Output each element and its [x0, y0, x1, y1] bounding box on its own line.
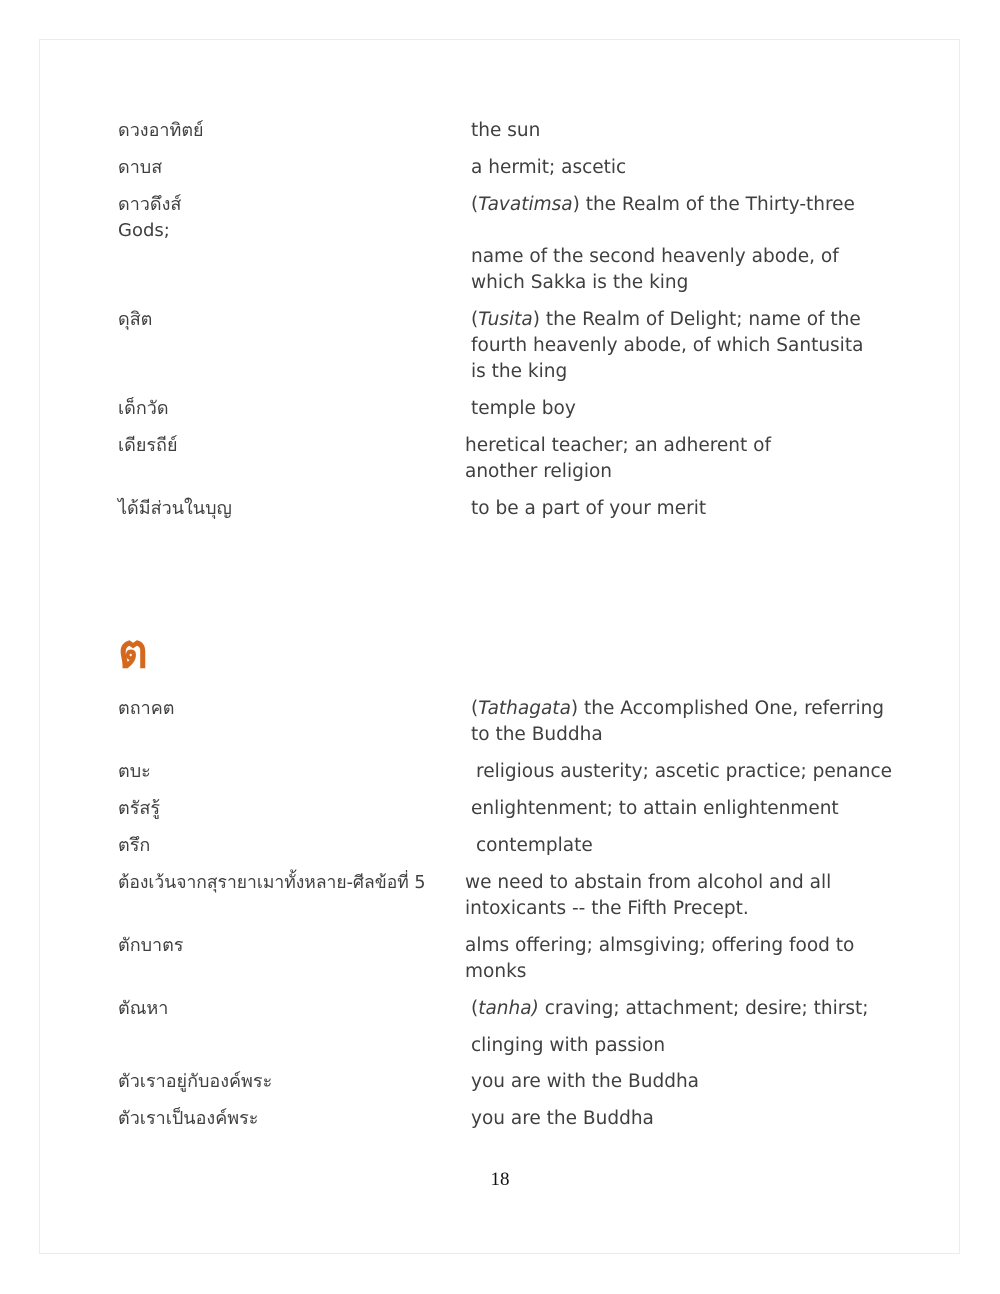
thai-term: เดียรถีย์	[118, 435, 178, 456]
english-definition: a hermit; ascetic	[471, 157, 627, 178]
pali-term: Tavatimsa	[478, 194, 573, 215]
english-definition: (Tavatimsa) the Realm of the Thirty-three	[471, 194, 855, 215]
thai-term: ดวงอาทิตย์	[118, 120, 204, 141]
english-definition: you are with the Buddha	[471, 1071, 700, 1092]
english-definition: enlightenment; to attain enlightenment	[471, 798, 839, 819]
thai-term: ตัวเราอยู่กับองค์พระ	[118, 1071, 273, 1092]
thai-term: ดาวดึงส์	[118, 194, 182, 215]
thai-term: ตถาคต	[118, 698, 175, 719]
thai-term: ตรัสรู้	[118, 798, 161, 819]
english-definition: temple boy	[471, 398, 576, 419]
pali-term: Tusita	[478, 309, 533, 330]
section-heading-letter: ต	[118, 624, 148, 678]
thai-term: ตัวเราเป็นองค์พระ	[118, 1108, 259, 1129]
english-definition: you are the Buddha	[471, 1108, 654, 1129]
thai-term-continued: Gods;	[118, 220, 170, 241]
thai-term: ตัณหา	[118, 998, 169, 1019]
english-definition: religious austerity; ascetic practice; penance	[476, 761, 893, 782]
thai-term: ต้องเว้นจากสุรายาเมาทั้งหลาย-ศีลข้อที่ 5	[118, 873, 426, 893]
english-definition: (tanha) craving; attachment; desire; thirst;	[471, 998, 869, 1019]
thai-term: เด็กวัด	[118, 398, 169, 419]
english-definition: contemplate	[476, 835, 593, 856]
english-definition: we need to abstain from alcohol and all intoxicants -- the Fifth Precept.	[465, 872, 832, 919]
english-definition: (Tusita) the Realm of Delight; name of the fourth heavenly abode, of which Santusita is the king	[471, 309, 864, 382]
page-number: 18	[490, 1169, 510, 1190]
english-definition: the sun	[471, 120, 541, 141]
english-definition-continued: clinging with passion	[471, 1035, 666, 1056]
thai-term: ดาบส	[118, 157, 163, 178]
english-definition: (Tathagata) the Accomplished One, referring to the Buddha	[471, 698, 885, 745]
pali-term: tanha)	[478, 998, 539, 1019]
pali-term: Tathagata	[478, 698, 571, 719]
thai-term: ตักบาตร	[118, 935, 184, 956]
thai-term: ได้มีส่วนในบุญ	[118, 498, 232, 519]
thai-term: ตบะ	[118, 761, 151, 782]
english-definition: heretical teacher; an adherent of another religion	[465, 435, 771, 482]
english-definition-continued: name of the second heavenly abode, of which Sakka is the king	[471, 246, 839, 293]
thai-term: ดุสิต	[118, 309, 153, 330]
english-definition: to be a part of your merit	[471, 498, 707, 519]
thai-term: ตรึก	[118, 835, 151, 856]
english-definition: alms offering; almsgiving; offering food to monks	[465, 935, 855, 982]
